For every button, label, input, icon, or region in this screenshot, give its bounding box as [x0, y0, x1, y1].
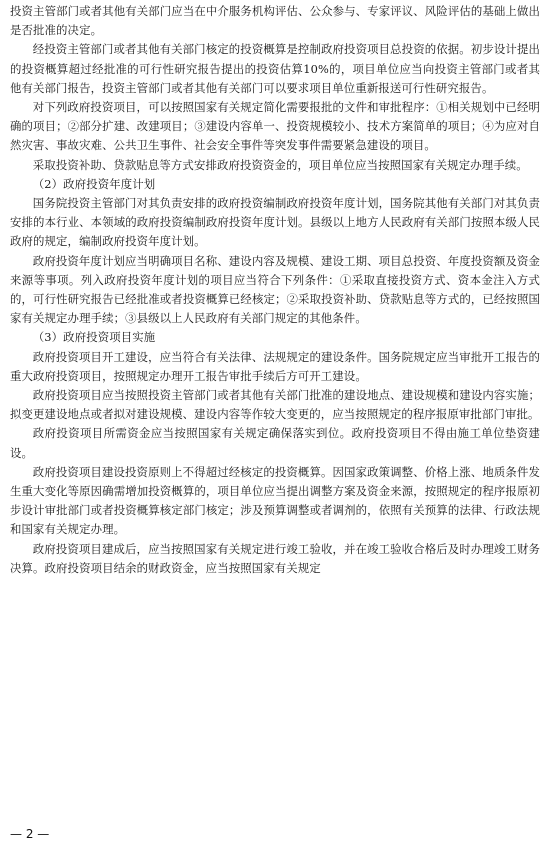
document-page — [10, 0, 540, 851]
paragraph-investment-estimate: 经投资主管部门或者其他有关部门核定的投资概算是控制政府投资项目总投资的依据。初步设计提出的投资概算超过经批准的可行性研究报告提出的投资估算10%的，项目单位应当向投资主管部门或者其他有关部门报告，投资主管部门或者其他有关部门可以要求项目单位重新报送可行性研究报告。 — [10, 42, 540, 95]
page-number: — 2 — — [10, 827, 50, 841]
section-heading-annual-plan: （2）政府投资年度计划 — [32, 176, 156, 191]
paragraph-construction-start: 政府投资项目开工建设，应当符合有关法律、法规规定的建设条件。国务院规定应当审批开工报告的重大政府投资项目，按照规定办理开工报告审批手续后方可开工建设。 — [10, 349, 540, 383]
section-heading-project-implementation: （3）政府投资项目实施 — [32, 330, 156, 345]
paragraph-completion-acceptance: 政府投资项目建成后，应当按照国家有关规定进行竣工验收，并在竣工验收合格后及时办理竣工财务决算。政府投资项目结余的财政资金，应当按照国家有关规定 — [10, 541, 540, 575]
paragraph-annual-plan-requirements: 政府投资年度计划应当明确项目名称、建设内容及规模、建设工期、项目总投资、年度投资额及资金来源等事项。列入政府投资年度计划的项目应当符合下列条件：①采取直接投资方式、资本金注入方式的，可行性研究报告已经批准或者投资概算已经核定；②采取投资补助、贷款贴息等方式的，已经按照国家有关规定办理手续；③县级以上人民政府有关部门规定的其他条件。 — [10, 253, 540, 326]
paragraph-simplified-procedures: 对下列政府投资项目，可以按照国家有关规定简化需要报批的文件和审批程序：①相关规划中已经明确的项目；②部分扩建、改建项目；③建设内容单一、投资规模较小、技术方案简单的项目；④为应对自然灾害、事故灾难、公共卫生事件、社会安全事件等突发事件需要紧急建设的项目。 — [10, 100, 540, 153]
paragraph-budget-cap: 政府投资项目建设投资原则上不得超过经核定的投资概算。因国家政策调整、价格上涨、地质条件发生重大变化等原因确需增加投资概算的，项目单位应当提出调整方案及资金来源，按照规定的程序报原初步设计审批部门或者投资概算核定部门核定；涉及预算调整或者调剂的，依照有关预算的法律、行政法规和国家有关规定办理。 — [10, 464, 540, 537]
document-body — [10, 2, 540, 578]
paragraph-approval-decision: 投资主管部门或者其他有关部门应当在中介服务机构评估、公众参与、专家评议、风险评估的基础上做出是否批准的决定。 — [10, 4, 540, 38]
paragraph-annual-plan-compilation: 国务院投资主管部门对其负责安排的政府投资编制政府投资年度计划，国务院其他有关部门对其负责安排的本行业、本领域的政府投资编制政府投资年度计划。县级以上地方人民政府有关部门按照本级人民政府的规定，编制政府投资年度计划。 — [10, 196, 540, 249]
paragraph-approved-scope: 政府投资项目应当按照投资主管部门或者其他有关部门批准的建设地点、建设规模和建设内容实施；拟变更建设地点或者拟对建设规模、建设内容等作较大变更的，应当按照规定的程序报原审批部门审批。 — [10, 388, 540, 422]
paragraph-subsidy-procedures: 采取投资补助、贷款贴息等方式安排政府投资资金的，项目单位应当按照国家有关规定办理手续。 — [32, 157, 528, 172]
paragraph-funding-in-place: 政府投资项目所需资金应当按照国家有关规定确保落实到位。政府投资项目不得由施工单位垫资建设。 — [10, 426, 540, 460]
